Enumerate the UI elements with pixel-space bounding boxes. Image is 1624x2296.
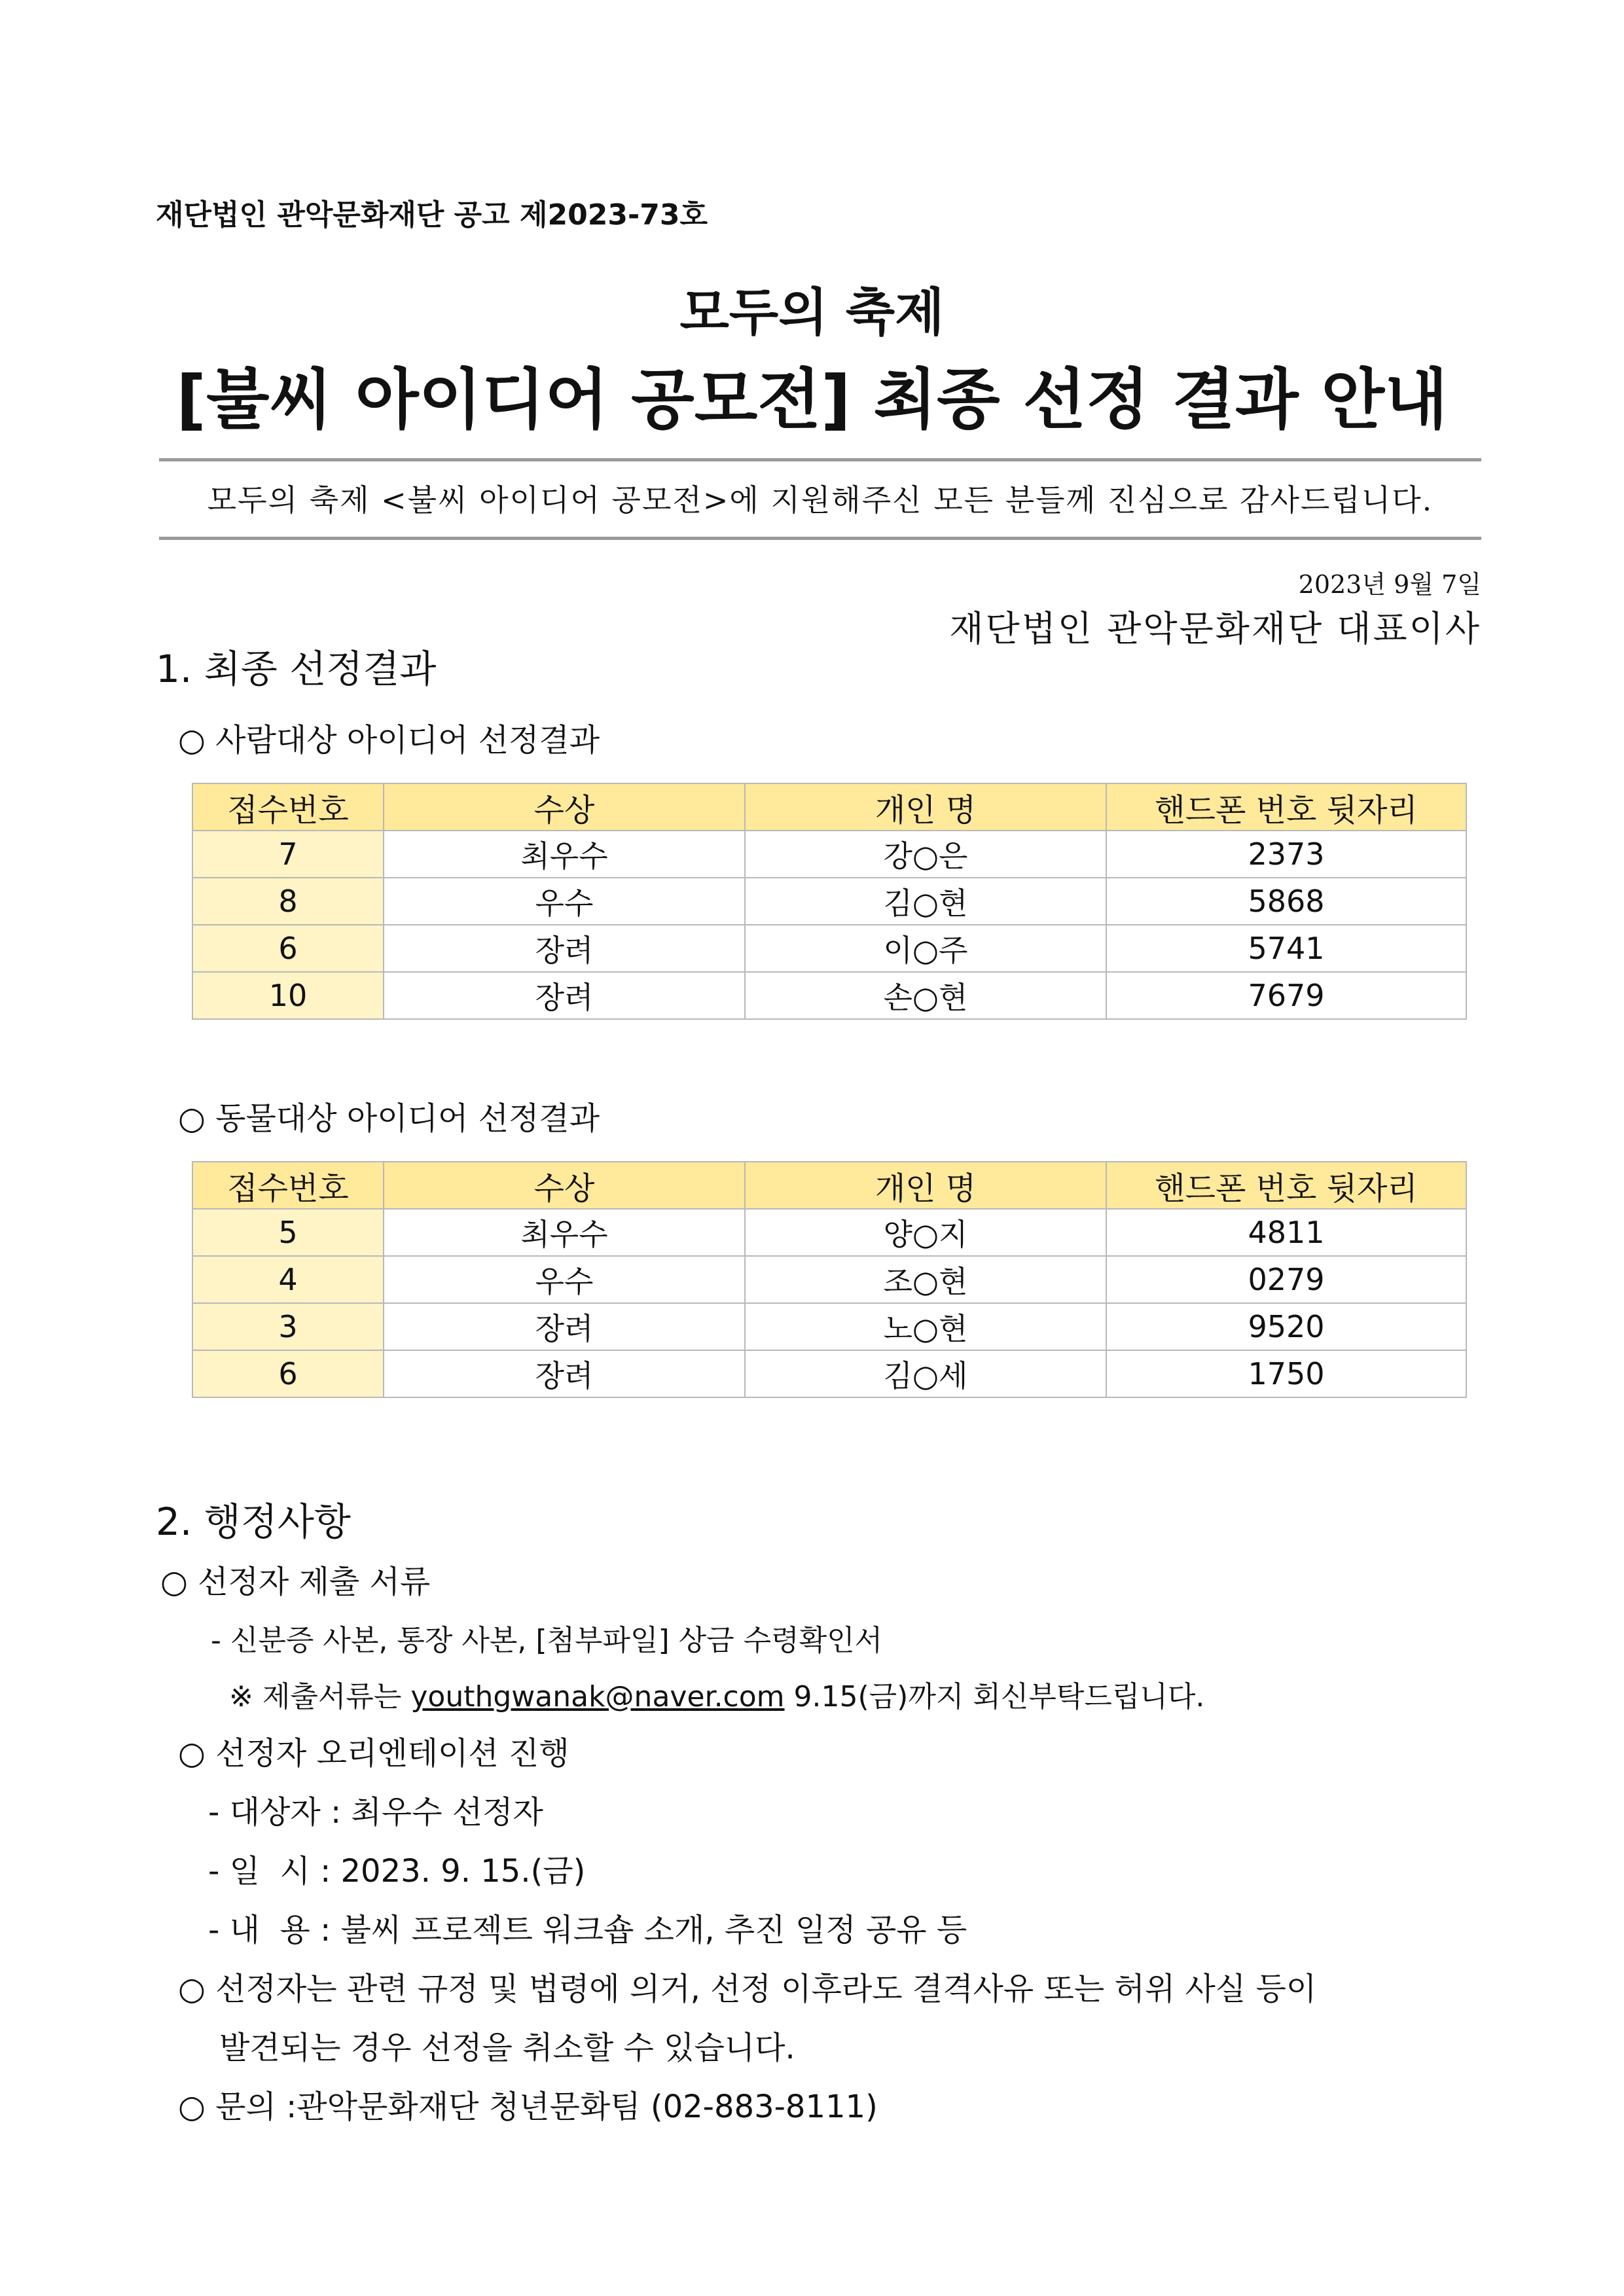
table-row [192, 972, 1466, 1019]
award: 최우수 [384, 831, 745, 878]
orientation-label: ○ 선정자 오리엔테이션 진행 [178, 1735, 569, 1772]
table-header-row [192, 1162, 1466, 1209]
col-header-entry-no: 접수번호 [192, 783, 384, 831]
person-name: 강○은 [745, 831, 1106, 878]
thanks-message: 모두의 축제 <불씨 아이디어 공모전>에 지원해주신 모든 분들께 진심으로 감사드립니다. [207, 482, 1434, 518]
entry-no: 7 [192, 831, 384, 878]
col-header-phone: 핸드폰 번호 뒷자리 [1106, 783, 1466, 831]
award: 장려 [384, 925, 745, 972]
cancellation-notice-line-1: ○ 선정자는 관련 규정 및 법령에 의거, 선정 이후라도 결격사유 또는 허위 사실 등이 [178, 1971, 1317, 2007]
table-row [192, 878, 1466, 925]
phone-last-digits: 9520 [1106, 1303, 1466, 1350]
table-row [192, 831, 1466, 878]
phone-last-digits: 5741 [1106, 925, 1466, 972]
animal-results-table [192, 1161, 1467, 1398]
orientation-content: - 내 용 : 불씨 프로젝트 워크숍 소개, 추진 일정 공유 등 [208, 1912, 967, 1948]
person-name: 김○세 [745, 1350, 1106, 1397]
col-header-name: 개인 명 [745, 1162, 1106, 1209]
phone-last-digits: 1750 [1106, 1350, 1466, 1397]
issuer-organization: 재단법인 관악문화재단 대표이사 [949, 608, 1481, 649]
title-line-1: 모두의 축제 [679, 283, 945, 342]
phone-last-digits: 7679 [1106, 972, 1466, 1019]
phone-last-digits: 0279 [1106, 1256, 1466, 1303]
award: 우수 [384, 1256, 745, 1303]
announcement-date: 2023년 9월 7일 [1298, 570, 1481, 599]
person-name: 노○현 [745, 1303, 1106, 1350]
orientation-target: - 대상자 : 최우수 선정자 [208, 1794, 543, 1831]
award: 장려 [384, 972, 745, 1019]
entry-no: 3 [192, 1303, 384, 1350]
col-header-entry-no: 접수번호 [192, 1162, 384, 1209]
table-row [192, 1209, 1466, 1256]
animal-results-label: ○ 동물대상 아이디어 선정결과 [178, 1100, 600, 1137]
orientation-date: - 일 시 : 2023. 9. 15.(금) [208, 1853, 586, 1890]
contact-email-link[interactable]: youthgwanak@naver.com [410, 1680, 785, 1713]
table-row [192, 1256, 1466, 1303]
top-divider [159, 458, 1481, 461]
section-2-heading: 2. 행정사항 [156, 1499, 351, 1544]
col-header-name: 개인 명 [745, 783, 1106, 831]
people-results-table [192, 783, 1467, 1020]
entry-no: 10 [192, 972, 384, 1019]
bottom-divider [159, 537, 1481, 540]
entry-no: 8 [192, 878, 384, 925]
submission-note [229, 1673, 1204, 1715]
notice-number: 재단법인 관악문화재단 공고 제2023-73호 [156, 198, 708, 232]
cancellation-notice-line-2: 발견되는 경우 선정을 취소할 수 있습니다. [219, 2030, 795, 2066]
phone-last-digits: 5868 [1106, 878, 1466, 925]
submission-note-suffix: 9.15(금)까지 회신부탁드립니다. [784, 1680, 1205, 1713]
person-name: 김○현 [745, 878, 1106, 925]
title-line-2: [불씨 아이디어 공모전] 최종 선정 결과 안내 [176, 361, 1448, 438]
award: 최우수 [384, 1209, 745, 1256]
table-row [192, 925, 1466, 972]
award: 장려 [384, 1350, 745, 1397]
phone-last-digits: 2373 [1106, 831, 1466, 878]
person-name: 양○지 [745, 1209, 1106, 1256]
section-1-heading: 1. 최종 선정결과 [156, 647, 437, 691]
entry-no: 6 [192, 1350, 384, 1397]
col-header-phone: 핸드폰 번호 뒷자리 [1106, 1162, 1466, 1209]
contact-info: ○ 문의 :관악문화재단 청년문화팀 (02-883-8111) [178, 2089, 878, 2125]
person-name: 이○주 [745, 925, 1106, 972]
col-header-award: 수상 [384, 783, 745, 831]
phone-last-digits: 4811 [1106, 1209, 1466, 1256]
award: 장려 [384, 1303, 745, 1350]
entry-no: 4 [192, 1256, 384, 1303]
table-row [192, 1303, 1466, 1350]
entry-no: 5 [192, 1209, 384, 1256]
person-name: 손○현 [745, 972, 1106, 1019]
entry-no: 6 [192, 925, 384, 972]
table-header-row [192, 783, 1466, 831]
submission-docs-item: - 신분증 사본, 통장 사본, [첨부파일] 상금 수령확인서 [211, 1624, 883, 1657]
table-row [192, 1350, 1466, 1397]
submission-docs-label: ○ 선정자 제출 서류 [160, 1564, 431, 1600]
person-name: 조○현 [745, 1256, 1106, 1303]
col-header-award: 수상 [384, 1162, 745, 1209]
award: 우수 [384, 878, 745, 925]
people-results-label: ○ 사람대상 아이디어 선정결과 [178, 722, 600, 759]
submission-note-prefix: ※ 제출서류는 [229, 1680, 411, 1713]
